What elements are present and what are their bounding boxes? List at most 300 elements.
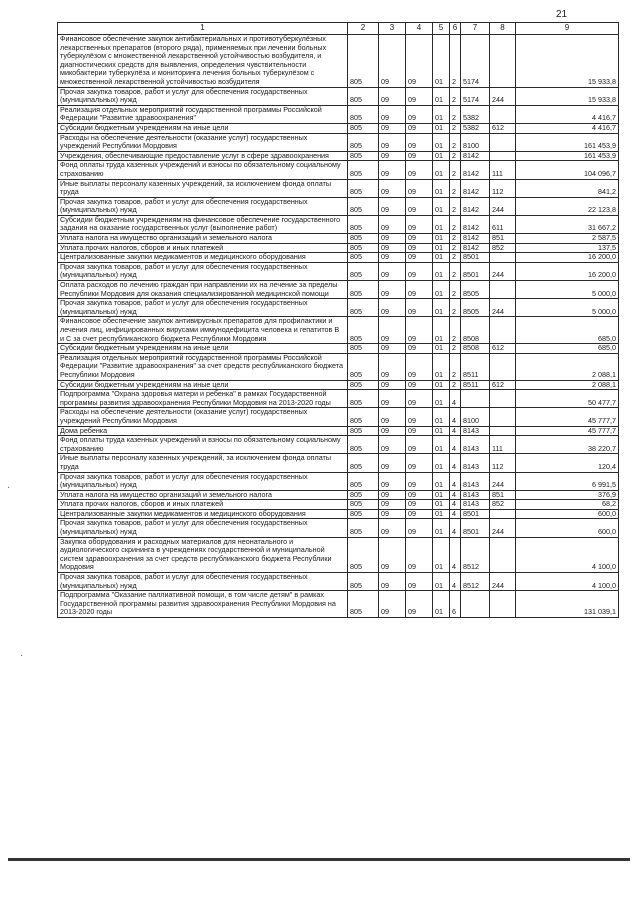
code-subsection: 09 xyxy=(406,179,433,197)
code-expense-type: 612 xyxy=(490,344,516,354)
row-name: Прочая закупка товаров, работ и услуг для обеспечения государственных (муниципальных) нужд xyxy=(58,299,348,317)
code-program: 01 xyxy=(433,426,450,436)
code-subsection: 09 xyxy=(406,344,433,354)
code-target: 8501 xyxy=(461,519,490,537)
code-subsection: 09 xyxy=(406,591,433,618)
code-subprogram: 2 xyxy=(450,299,461,317)
code-subprogram: 4 xyxy=(450,490,461,500)
table-row xyxy=(58,133,619,151)
code-program: 01 xyxy=(433,537,450,572)
row-name: Подпрограмма "Оказание паллиативной помощи, в том числе детям" в рамках Государственной программы развития здравоохранения Республики Мордовия на 2013-2020 годы xyxy=(58,591,348,618)
code-expense-type xyxy=(490,390,516,408)
code-admin: 805 xyxy=(348,105,379,123)
row-amount: 120,4 xyxy=(516,454,619,472)
code-subprogram: 2 xyxy=(450,253,461,263)
table-row xyxy=(58,197,619,215)
code-expense-type: 111 xyxy=(490,436,516,454)
code-expense-type: 851 xyxy=(490,490,516,500)
code-admin: 805 xyxy=(348,519,379,537)
code-admin: 805 xyxy=(348,426,379,436)
code-target: 8505 xyxy=(461,299,490,317)
code-expense-type: 244 xyxy=(490,87,516,105)
table-row xyxy=(58,281,619,299)
code-program: 01 xyxy=(433,262,450,280)
code-target: 5174 xyxy=(461,87,490,105)
code-target: 8512 xyxy=(461,573,490,591)
code-expense-type: 852 xyxy=(490,243,516,253)
row-name: Централизованные закупки медикаментов и медицинского оборудования xyxy=(58,509,348,519)
code-program: 01 xyxy=(433,591,450,618)
code-section: 09 xyxy=(379,390,406,408)
row-amount: 2 587,5 xyxy=(516,234,619,244)
table-row xyxy=(58,123,619,133)
code-section: 09 xyxy=(379,472,406,490)
row-name: Уплата прочих налогов, сборов и иных платежей xyxy=(58,243,348,253)
code-target: 8512 xyxy=(461,537,490,572)
column-header: 9 xyxy=(516,23,619,35)
row-amount: 38 220,7 xyxy=(516,436,619,454)
code-expense-type: 112 xyxy=(490,179,516,197)
code-admin: 805 xyxy=(348,197,379,215)
table-row xyxy=(58,573,619,591)
code-subprogram: 2 xyxy=(450,317,461,344)
table-row xyxy=(58,151,619,161)
row-amount: 68,2 xyxy=(516,500,619,510)
table-row xyxy=(58,215,619,233)
code-section: 09 xyxy=(379,408,406,426)
code-target: 8100 xyxy=(461,408,490,426)
code-expense-type: 244 xyxy=(490,519,516,537)
code-admin: 805 xyxy=(348,262,379,280)
row-amount: 16 200,0 xyxy=(516,253,619,263)
code-admin: 805 xyxy=(348,161,379,179)
row-amount: 15 933,8 xyxy=(516,35,619,88)
table-row xyxy=(58,591,619,618)
code-subprogram: 2 xyxy=(450,243,461,253)
code-section: 09 xyxy=(379,215,406,233)
code-subsection: 09 xyxy=(406,105,433,123)
code-section: 09 xyxy=(379,573,406,591)
code-subprogram: 4 xyxy=(450,390,461,408)
code-subprogram: 4 xyxy=(450,426,461,436)
code-section: 09 xyxy=(379,179,406,197)
code-subsection: 09 xyxy=(406,299,433,317)
code-admin: 805 xyxy=(348,123,379,133)
code-section: 09 xyxy=(379,281,406,299)
code-expense-type xyxy=(490,133,516,151)
code-program: 01 xyxy=(433,509,450,519)
column-header: 5 xyxy=(433,23,450,35)
row-amount: 376,9 xyxy=(516,490,619,500)
table-row xyxy=(58,436,619,454)
row-name: Фонд оплаты труда казенных учреждений и взносы по обязательному социальному страхованию xyxy=(58,436,348,454)
row-amount: 4 100,0 xyxy=(516,537,619,572)
code-admin: 805 xyxy=(348,380,379,390)
code-program: 01 xyxy=(433,35,450,88)
code-target: 5382 xyxy=(461,123,490,133)
row-name: Субсидии бюджетным учреждениям на финансовое обеспечение государственного задания на оказание государственных услуг (выполнение работ) xyxy=(58,215,348,233)
row-amount: 137,5 xyxy=(516,243,619,253)
row-amount: 16 200,0 xyxy=(516,262,619,280)
code-expense-type: 244 xyxy=(490,299,516,317)
code-section: 09 xyxy=(379,197,406,215)
row-name: Субсидии бюджетным учреждениям на иные цели xyxy=(58,380,348,390)
code-subsection: 09 xyxy=(406,353,433,380)
code-program: 01 xyxy=(433,390,450,408)
code-program: 01 xyxy=(433,344,450,354)
code-admin: 805 xyxy=(348,35,379,88)
code-expense-type: 112 xyxy=(490,454,516,472)
column-header: 2 xyxy=(348,23,379,35)
code-target xyxy=(461,390,490,408)
code-expense-type: 611 xyxy=(490,215,516,233)
code-program: 01 xyxy=(433,161,450,179)
row-name: Прочая закупка товаров, работ и услуг для обеспечения государственных (муниципальных) нужд xyxy=(58,197,348,215)
code-subsection: 09 xyxy=(406,519,433,537)
code-section: 09 xyxy=(379,234,406,244)
code-subprogram: 2 xyxy=(450,161,461,179)
code-admin: 805 xyxy=(348,353,379,380)
code-program: 01 xyxy=(433,408,450,426)
row-name: Иные выплаты персоналу казенных учреждений, за исключением фонда оплаты труда xyxy=(58,454,348,472)
table-row xyxy=(58,472,619,490)
code-subsection: 09 xyxy=(406,281,433,299)
code-section: 09 xyxy=(379,253,406,263)
column-header: 8 xyxy=(490,23,516,35)
code-subsection: 09 xyxy=(406,573,433,591)
code-target: 8501 xyxy=(461,262,490,280)
row-name: Субсидии бюджетным учреждениям на иные цели xyxy=(58,344,348,354)
table-row xyxy=(58,299,619,317)
row-amount: 45 777,7 xyxy=(516,426,619,436)
code-subprogram: 4 xyxy=(450,500,461,510)
code-subprogram: 2 xyxy=(450,380,461,390)
code-section: 09 xyxy=(379,519,406,537)
table-row xyxy=(58,408,619,426)
code-program: 01 xyxy=(433,454,450,472)
code-section: 09 xyxy=(379,353,406,380)
margin-dot: · xyxy=(20,650,24,661)
row-amount: 685,0 xyxy=(516,317,619,344)
row-name: Финансовое обеспечение закупок антивирусных препаратов для профилактики и лечения лиц, инфицированных вирусами иммунодефицита человека и гепатитов В и С за счет республиканского бюджета Республики Мордовия xyxy=(58,317,348,344)
row-name: Централизованные закупки медикаментов и медицинского оборудования xyxy=(58,253,348,263)
column-number-row xyxy=(58,23,619,35)
code-target: 8511 xyxy=(461,380,490,390)
code-subsection: 09 xyxy=(406,35,433,88)
code-subprogram: 2 xyxy=(450,151,461,161)
table-row xyxy=(58,500,619,510)
code-expense-type xyxy=(490,151,516,161)
code-expense-type: 244 xyxy=(490,472,516,490)
code-program: 01 xyxy=(433,234,450,244)
code-subsection: 09 xyxy=(406,253,433,263)
row-amount: 6 991,5 xyxy=(516,472,619,490)
row-name: Реализация отдельных мероприятий государственной программы Российской Федерации "Развитие здравоохранения" за счет средств республиканского бюджета Республики Мордовия xyxy=(58,353,348,380)
code-program: 01 xyxy=(433,573,450,591)
code-target: 8501 xyxy=(461,509,490,519)
row-name: Иные выплаты персоналу казенных учреждений, за исключением фонда оплаты труда xyxy=(58,179,348,197)
row-name: Расходы на обеспечение деятельности (оказание услуг) государственных учреждений Республики Мордовия xyxy=(58,133,348,151)
code-admin: 805 xyxy=(348,87,379,105)
code-subprogram: 4 xyxy=(450,509,461,519)
code-program: 01 xyxy=(433,490,450,500)
code-program: 01 xyxy=(433,179,450,197)
bottom-rule xyxy=(8,858,630,861)
code-section: 09 xyxy=(379,262,406,280)
code-subprogram: 4 xyxy=(450,519,461,537)
row-amount: 22 123,8 xyxy=(516,197,619,215)
row-name: Уплата налога на имущество организаций и земельного налога xyxy=(58,234,348,244)
code-admin: 805 xyxy=(348,133,379,151)
code-program: 01 xyxy=(433,215,450,233)
code-target: 5382 xyxy=(461,105,490,123)
table-row xyxy=(58,426,619,436)
code-section: 09 xyxy=(379,500,406,510)
code-target: 8143 xyxy=(461,500,490,510)
row-amount: 841,2 xyxy=(516,179,619,197)
code-admin: 805 xyxy=(348,454,379,472)
code-target: 8142 xyxy=(461,151,490,161)
code-target: 8142 xyxy=(461,197,490,215)
code-subsection: 09 xyxy=(406,509,433,519)
code-program: 01 xyxy=(433,519,450,537)
code-subsection: 09 xyxy=(406,380,433,390)
code-target: 8143 xyxy=(461,472,490,490)
table-row xyxy=(58,161,619,179)
code-subsection: 09 xyxy=(406,537,433,572)
column-header: 6 xyxy=(450,23,461,35)
code-target xyxy=(461,591,490,618)
code-admin: 805 xyxy=(348,472,379,490)
code-subsection: 09 xyxy=(406,472,433,490)
code-program: 01 xyxy=(433,87,450,105)
column-header: 1 xyxy=(58,23,348,35)
code-target: 8511 xyxy=(461,353,490,380)
code-target: 8143 xyxy=(461,454,490,472)
row-name: Прочая закупка товаров, работ и услуг для обеспечения государственных (муниципальных) нужд xyxy=(58,519,348,537)
table-row xyxy=(58,390,619,408)
code-target: 8505 xyxy=(461,281,490,299)
code-subprogram: 2 xyxy=(450,105,461,123)
code-admin: 805 xyxy=(348,408,379,426)
row-amount: 131 039,1 xyxy=(516,591,619,618)
row-name: Оплата расходов по лечению граждан при направлении их на лечение за пределы Республики Мордовия для оказания специализированной медицинской помощи xyxy=(58,281,348,299)
row-name: Реализация отдельных мероприятий государственной программы Российской Федерации "Развитие здравоохранения" xyxy=(58,105,348,123)
code-subprogram: 2 xyxy=(450,281,461,299)
row-amount: 600,0 xyxy=(516,519,619,537)
code-expense-type: 244 xyxy=(490,197,516,215)
code-section: 09 xyxy=(379,317,406,344)
code-admin: 805 xyxy=(348,509,379,519)
code-section: 09 xyxy=(379,123,406,133)
code-subprogram: 2 xyxy=(450,234,461,244)
code-admin: 805 xyxy=(348,317,379,344)
code-program: 01 xyxy=(433,133,450,151)
table-row xyxy=(58,179,619,197)
code-section: 09 xyxy=(379,509,406,519)
table-row xyxy=(58,380,619,390)
table-row xyxy=(58,454,619,472)
code-target: 8100 xyxy=(461,133,490,151)
margin-dot: · xyxy=(7,482,11,493)
code-admin: 805 xyxy=(348,500,379,510)
code-admin: 805 xyxy=(348,344,379,354)
code-subsection: 09 xyxy=(406,123,433,133)
code-subsection: 09 xyxy=(406,197,433,215)
code-target: 8142 xyxy=(461,161,490,179)
code-subsection: 09 xyxy=(406,500,433,510)
row-amount: 161 453,9 xyxy=(516,133,619,151)
row-name: Субсидии бюджетным учреждениям на иные цели xyxy=(58,123,348,133)
row-name: Прочая закупка товаров, работ и услуг для обеспечения государственных (муниципальных) нужд xyxy=(58,472,348,490)
row-name: Уплата прочих налогов, сборов и иных платежей xyxy=(58,500,348,510)
code-admin: 805 xyxy=(348,151,379,161)
code-expense-type xyxy=(490,537,516,572)
table-row xyxy=(58,234,619,244)
code-subprogram: 2 xyxy=(450,215,461,233)
code-program: 01 xyxy=(433,105,450,123)
code-target: 8143 xyxy=(461,426,490,436)
code-expense-type: 244 xyxy=(490,262,516,280)
code-subprogram: 4 xyxy=(450,472,461,490)
code-expense-type: 244 xyxy=(490,573,516,591)
code-admin: 805 xyxy=(348,436,379,454)
code-target: 8142 xyxy=(461,215,490,233)
code-expense-type xyxy=(490,353,516,380)
code-program: 01 xyxy=(433,380,450,390)
code-section: 09 xyxy=(379,133,406,151)
code-program: 01 xyxy=(433,123,450,133)
row-amount: 5 000,0 xyxy=(516,299,619,317)
code-expense-type xyxy=(490,591,516,618)
code-expense-type xyxy=(490,35,516,88)
code-subsection: 09 xyxy=(406,490,433,500)
code-subsection: 09 xyxy=(406,390,433,408)
code-subsection: 09 xyxy=(406,436,433,454)
code-target: 8508 xyxy=(461,317,490,344)
code-admin: 805 xyxy=(348,253,379,263)
row-amount: 45 777,7 xyxy=(516,408,619,426)
code-subprogram: 2 xyxy=(450,344,461,354)
code-admin: 805 xyxy=(348,215,379,233)
code-subprogram: 2 xyxy=(450,179,461,197)
row-amount: 31 667,2 xyxy=(516,215,619,233)
code-program: 01 xyxy=(433,472,450,490)
code-section: 09 xyxy=(379,454,406,472)
row-name: Финансовое обеспечение закупок антибактериальных и противотуберкулёзных лекарственных препаратов (второго ряда), применяемых при лечении больных туберкулёзом с множественной лекарственной устойчивостью возбудителя, и диагностических средств для выявления, определения чувствительности микобактерии туберкулёза и мониторинга лечения больных туберкулёзом с множественной лекарственной устойчивостью возбудителя xyxy=(58,35,348,88)
code-admin: 805 xyxy=(348,591,379,618)
code-section: 09 xyxy=(379,380,406,390)
code-expense-type xyxy=(490,317,516,344)
code-admin: 805 xyxy=(348,299,379,317)
code-section: 09 xyxy=(379,151,406,161)
code-program: 01 xyxy=(433,197,450,215)
row-name: Подпрограмма "Охрана здоровья матери и ребенка" в рамках Государственной программы развития здравоохранения Республики Мордовия на 2013-2020 годы xyxy=(58,390,348,408)
code-section: 09 xyxy=(379,105,406,123)
row-name: Расходы на обеспечение деятельности (оказание услуг) государственных учреждений Республики Мордовия xyxy=(58,408,348,426)
code-admin: 805 xyxy=(348,390,379,408)
code-subprogram: 2 xyxy=(450,262,461,280)
code-subprogram: 4 xyxy=(450,573,461,591)
code-admin: 805 xyxy=(348,281,379,299)
code-program: 01 xyxy=(433,317,450,344)
code-subsection: 09 xyxy=(406,426,433,436)
code-subsection: 09 xyxy=(406,408,433,426)
code-program: 01 xyxy=(433,243,450,253)
code-subsection: 09 xyxy=(406,454,433,472)
code-expense-type: 111 xyxy=(490,161,516,179)
code-program: 01 xyxy=(433,253,450,263)
code-expense-type xyxy=(490,509,516,519)
code-admin: 805 xyxy=(348,243,379,253)
table-row xyxy=(58,519,619,537)
table-row xyxy=(58,317,619,344)
row-name: Прочая закупка товаров, работ и услуг для обеспечения государственных (муниципальных) нужд xyxy=(58,262,348,280)
table-row xyxy=(58,262,619,280)
code-section: 09 xyxy=(379,87,406,105)
code-subsection: 09 xyxy=(406,215,433,233)
code-target: 8501 xyxy=(461,253,490,263)
column-header: 3 xyxy=(379,23,406,35)
column-header: 7 xyxy=(461,23,490,35)
row-amount: 2 088,1 xyxy=(516,380,619,390)
code-subsection: 09 xyxy=(406,243,433,253)
table-row xyxy=(58,490,619,500)
code-target: 8142 xyxy=(461,179,490,197)
code-admin: 805 xyxy=(348,490,379,500)
code-section: 09 xyxy=(379,35,406,88)
row-amount: 600,0 xyxy=(516,509,619,519)
row-name: Закупка оборудования и расходных материалов для неонатального и аудиологического скрининга в учреждениях государственной и муниципальной систем здравоохранения за счет средств республиканского бюджета Республики Мордовия xyxy=(58,537,348,572)
code-subprogram: 4 xyxy=(450,436,461,454)
row-name: Прочая закупка товаров, работ и услуг для обеспечения государственных (муниципальных) нужд xyxy=(58,87,348,105)
row-amount: 4 100,0 xyxy=(516,573,619,591)
table-row xyxy=(58,105,619,123)
code-expense-type xyxy=(490,426,516,436)
code-program: 01 xyxy=(433,151,450,161)
code-section: 09 xyxy=(379,591,406,618)
code-target: 8142 xyxy=(461,243,490,253)
table-body xyxy=(58,35,619,618)
code-target: 8143 xyxy=(461,490,490,500)
code-expense-type: 851 xyxy=(490,234,516,244)
code-expense-type xyxy=(490,408,516,426)
row-amount: 15 933,8 xyxy=(516,87,619,105)
budget-table xyxy=(57,22,619,618)
code-expense-type xyxy=(490,253,516,263)
code-subprogram: 2 xyxy=(450,87,461,105)
code-expense-type xyxy=(490,281,516,299)
code-subprogram: 4 xyxy=(450,408,461,426)
code-section: 09 xyxy=(379,426,406,436)
code-target: 8142 xyxy=(461,234,490,244)
code-expense-type: 612 xyxy=(490,380,516,390)
code-program: 01 xyxy=(433,281,450,299)
code-section: 09 xyxy=(379,436,406,454)
column-header: 4 xyxy=(406,23,433,35)
table-row xyxy=(58,87,619,105)
code-section: 09 xyxy=(379,537,406,572)
code-subsection: 09 xyxy=(406,133,433,151)
code-expense-type xyxy=(490,105,516,123)
table-row xyxy=(58,509,619,519)
code-program: 01 xyxy=(433,353,450,380)
code-admin: 805 xyxy=(348,234,379,244)
code-target: 8508 xyxy=(461,344,490,354)
code-subprogram: 4 xyxy=(450,454,461,472)
code-subsection: 09 xyxy=(406,87,433,105)
code-expense-type: 852 xyxy=(490,500,516,510)
